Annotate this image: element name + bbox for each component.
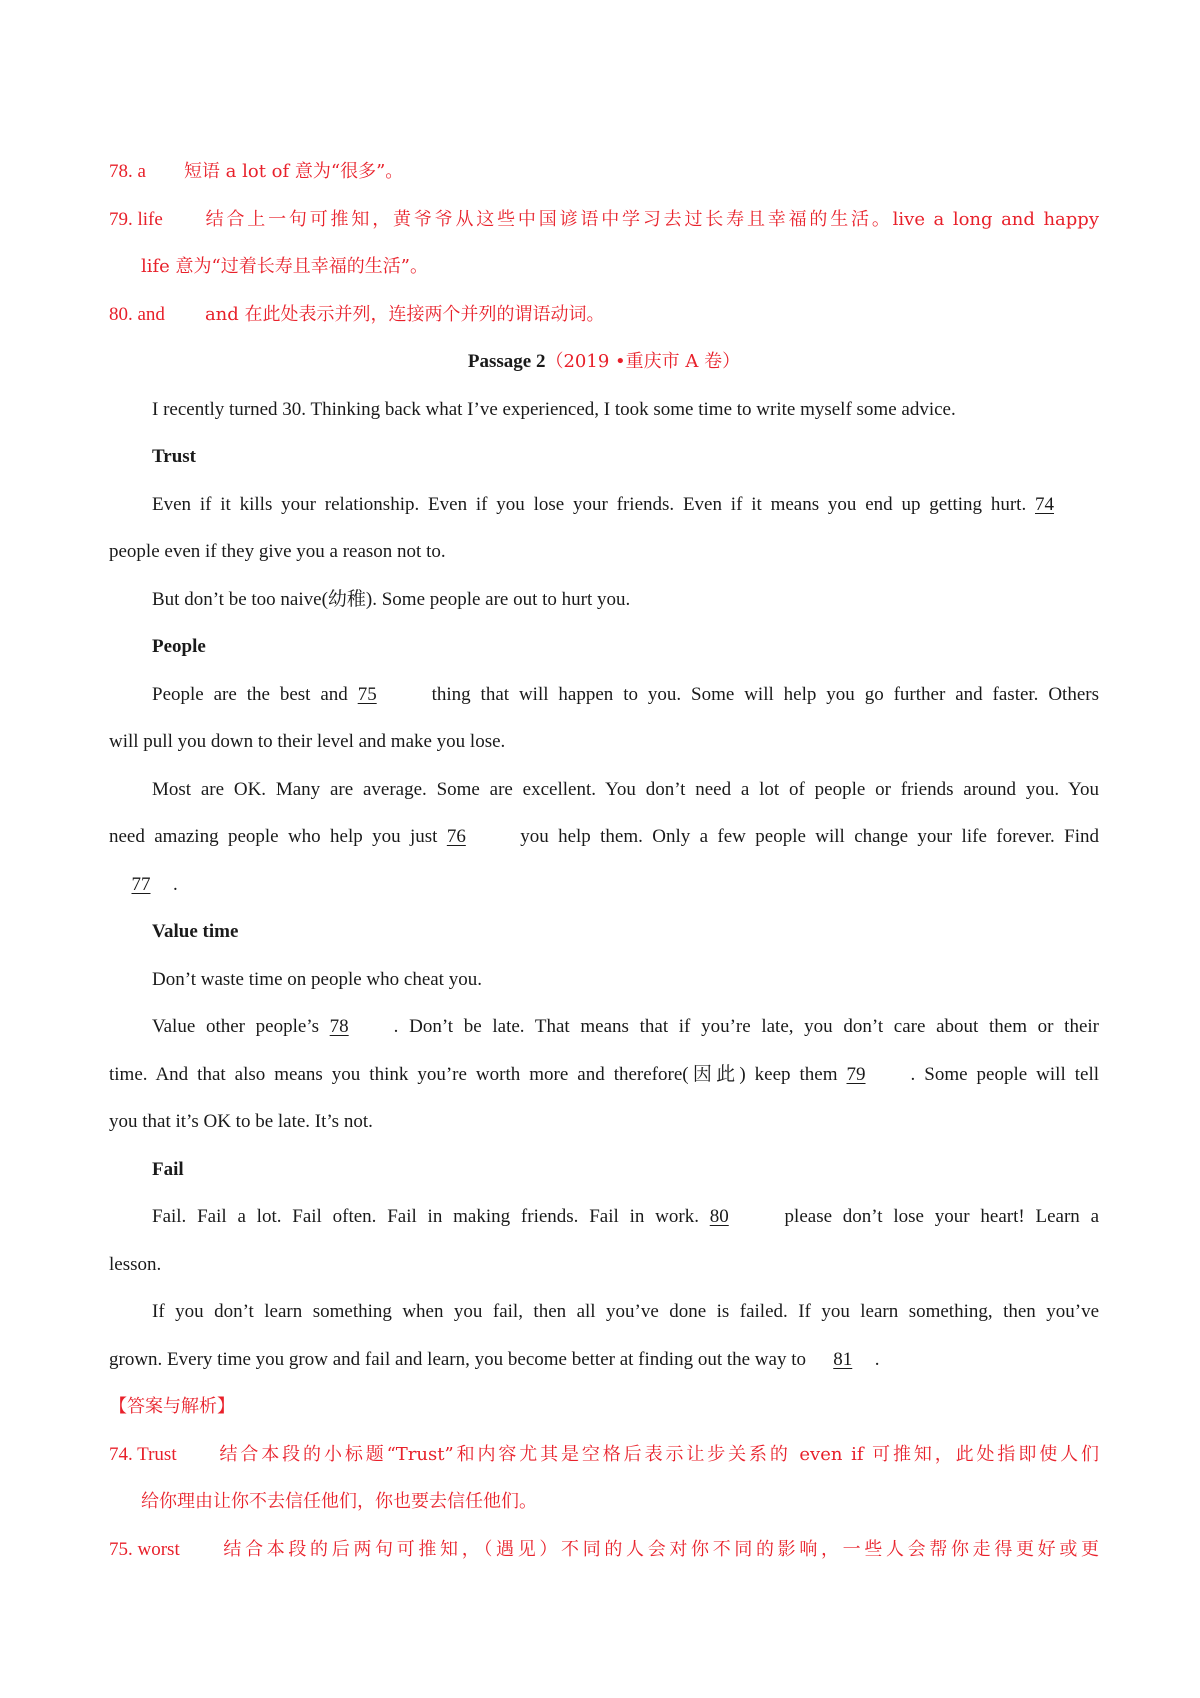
text-span: Even if it kills your relationship. Even if you lose your friends. Even if it means you end up getting hurt. xyxy=(152,493,1027,515)
text-span: . xyxy=(173,873,178,895)
value-paragraph-2 xyxy=(109,1003,1099,1051)
text-span: thing that will happen to you. Some will help you go further and faster. Others xyxy=(431,683,1099,705)
text-span: . Some people will tell xyxy=(910,1063,1099,1085)
fail-paragraph-1-cont: lesson. xyxy=(109,1253,162,1275)
blank-74: 74 xyxy=(1035,493,1055,515)
people-paragraph-1 xyxy=(109,671,1099,719)
heading-fail: Fail xyxy=(152,1158,184,1180)
text-span: you help them. Only a few people will change your life forever. Find xyxy=(520,826,1099,847)
heading-value-time: Value time xyxy=(152,921,239,942)
answer-explanation: 结合上一句可推知，黄爷爷从这些中国谚语中学习去过长寿且幸福的生活。live a long and happy xyxy=(202,208,1099,230)
value-paragraph-1: Don’t waste time on people who cheat you. xyxy=(152,968,482,990)
answers-header: 【答案与解析】 xyxy=(109,1396,235,1417)
text-span: Fail. Fail a lot. Fail often. Fail in making friends. Fail in work. xyxy=(152,1206,699,1227)
text-span: Value other people’s xyxy=(152,1016,319,1037)
document-page xyxy=(109,148,1099,1573)
answer-80 xyxy=(109,291,1099,339)
text-span: grown. Every time you grow and fail and learn, you become better at finding out the way to xyxy=(109,1348,806,1370)
answer-explanation: 结合本段的后两句可推知，（遇见）不同的人会对你不同的影响，一些人会帮你走得更好或更 xyxy=(219,1538,1099,1560)
trust-paragraph-1-cont: people even if they give you a reason not to. xyxy=(109,541,446,562)
passage-title-text: Passage 2 xyxy=(467,351,546,372)
answer-number: 75. worst xyxy=(109,1538,180,1560)
answer-74-continued xyxy=(109,1478,1099,1526)
answer-explanation-cont: life 意为“过着长寿且幸福的生活”。 xyxy=(141,256,428,277)
blank-77: 77 xyxy=(131,873,151,895)
people-paragraph-2-end xyxy=(109,861,1099,909)
answer-explanation: and 在此处表示并列，连接两个并列的谓语动词。 xyxy=(204,303,605,325)
text-span: time. And that also means you think you’re worth more and therefore(因此) keep them xyxy=(109,1063,838,1085)
answer-74 xyxy=(109,1431,1099,1479)
text-span: . xyxy=(874,1348,880,1370)
answer-explanation-cont: 给你理由让你不去信任他们，你也要去信任他们。 xyxy=(141,1491,537,1512)
passage-intro: I recently turned 30. Thinking back what I’ve experienced, I took some time to write myself some advice. xyxy=(152,398,956,420)
people-paragraph-2-cont xyxy=(109,813,1099,861)
answer-number: 74. Trust xyxy=(109,1443,177,1465)
answer-number: 78. a xyxy=(109,161,146,182)
trust-paragraph-2: But don’t be too naive(幼稚). Some people are out to hurt you. xyxy=(152,588,631,610)
answer-number: 80. and xyxy=(109,303,165,325)
passage-source: （2019 •重庆市 A 卷） xyxy=(545,351,741,372)
value-paragraph-2-cont xyxy=(109,1051,1099,1099)
answer-79-continued xyxy=(109,243,1099,291)
passage-title xyxy=(109,338,1099,386)
people-paragraph-1-cont: will pull you down to their level and make you lose. xyxy=(109,731,506,752)
value-paragraph-2-end: you that it’s OK to be late. It’s not. xyxy=(109,1111,373,1132)
answer-75 xyxy=(109,1526,1099,1574)
heading-trust: Trust xyxy=(152,446,196,467)
text-span: . Don’t be late. That means that if you’re late, you don’t care about them or their xyxy=(393,1016,1100,1037)
blank-75: 75 xyxy=(357,683,377,705)
text-span: People are the best and xyxy=(152,683,348,705)
answer-explanation: 短语 a lot of 意为“很多”。 xyxy=(183,161,404,182)
blank-78: 78 xyxy=(329,1016,349,1037)
heading-people: People xyxy=(152,636,206,657)
text-span: need amazing people who help you just xyxy=(109,826,438,847)
answer-79 xyxy=(109,196,1099,244)
blank-80: 80 xyxy=(709,1206,729,1227)
blank-79: 79 xyxy=(846,1063,866,1085)
answer-78 xyxy=(109,148,1099,196)
blank-81: 81 xyxy=(833,1348,853,1370)
trust-paragraph-1 xyxy=(109,481,1099,529)
answer-explanation: 结合本段的小标题“Trust”和内容尤其是空格后表示让步关系的 even if 可推知，此处指即使人们 xyxy=(216,1443,1099,1465)
fail-paragraph-1 xyxy=(109,1193,1099,1241)
answer-number: 79. life xyxy=(109,208,163,230)
people-paragraph-2: Most are OK. Many are average. Some are excellent. You don’t need a lot of people or friends around you. You xyxy=(152,778,1099,800)
fail-paragraph-2-cont xyxy=(109,1336,1099,1384)
fail-paragraph-2: If you don’t learn something when you fail, then all you’ve done is failed. If you learn something, then you’ve xyxy=(152,1301,1099,1322)
text-span: please don’t lose your heart! Learn a xyxy=(784,1206,1100,1227)
blank-76: 76 xyxy=(446,826,466,847)
